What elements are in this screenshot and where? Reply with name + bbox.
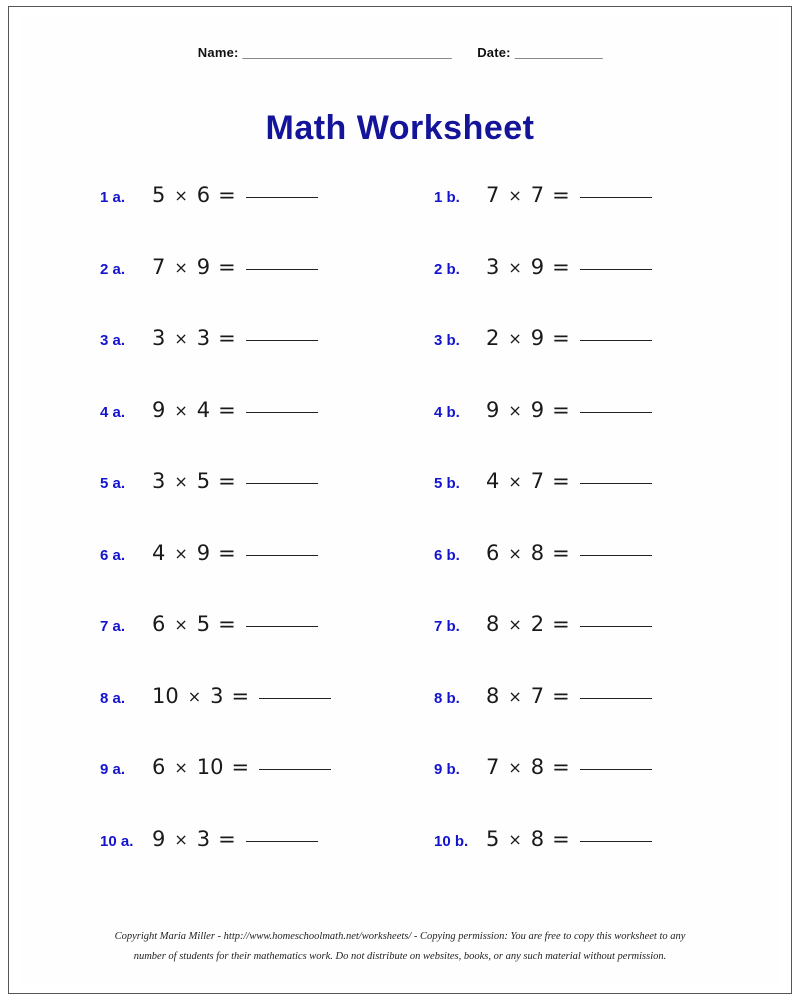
factor-left: 2 xyxy=(486,326,500,350)
factor-right: 7 xyxy=(530,683,545,708)
answer-blank[interactable] xyxy=(580,252,652,270)
problem-item xyxy=(100,326,318,350)
multiply-icon: × xyxy=(508,400,522,420)
multiply-icon: × xyxy=(508,686,522,706)
answer-blank[interactable] xyxy=(580,824,652,842)
copyright-line-2: number of students for their mathematics work. Do not distribute on websites, books, or any such material without permission. xyxy=(133,951,667,963)
problem-number: 7 b. xyxy=(434,618,460,635)
problem-number: 10 b. xyxy=(434,832,469,850)
multiply-icon: × xyxy=(508,829,522,849)
problem-number: 10 a. xyxy=(100,832,134,850)
factor-left: 9 xyxy=(152,397,166,422)
equals-sign: = xyxy=(218,826,236,851)
problem-item xyxy=(434,827,652,851)
factor-left: 6 xyxy=(486,540,500,565)
problem-expression xyxy=(486,398,570,422)
problem-item xyxy=(434,326,652,350)
problem-number: 8 b. xyxy=(434,689,460,707)
problem-row xyxy=(22,398,778,470)
equals-sign: = xyxy=(552,612,570,636)
factor-right: 9 xyxy=(530,326,545,350)
answer-blank[interactable] xyxy=(259,752,331,770)
factor-right: 8 xyxy=(530,540,545,565)
equals-sign: = xyxy=(552,397,570,422)
problem-expression xyxy=(486,183,570,207)
multiply-icon: × xyxy=(174,400,188,420)
problem-item xyxy=(100,183,318,207)
problem-item xyxy=(434,469,652,493)
multiply-icon: × xyxy=(174,543,188,563)
factor-right: 3 xyxy=(196,326,211,350)
equals-sign: = xyxy=(218,540,236,565)
problem-number: 5 b. xyxy=(434,475,460,492)
problem-grid xyxy=(22,183,778,883)
factor-right: 9 xyxy=(530,254,545,279)
problem-item xyxy=(434,612,652,636)
factor-left: 7 xyxy=(486,183,500,207)
problem-expression xyxy=(486,755,570,779)
equals-sign: = xyxy=(552,683,570,708)
answer-blank[interactable] xyxy=(580,681,652,699)
date-label: Date: xyxy=(477,45,511,60)
problem-expression xyxy=(486,684,570,708)
multiply-icon: × xyxy=(187,686,202,706)
multiply-icon: × xyxy=(508,329,522,348)
factor-right: 9 xyxy=(530,397,545,422)
factor-left: 9 xyxy=(152,826,166,851)
sheet-inner xyxy=(22,15,778,985)
answer-blank[interactable] xyxy=(580,466,652,484)
factor-left: 7 xyxy=(152,254,166,279)
problem-expression xyxy=(486,255,570,279)
factor-left: 8 xyxy=(486,683,500,708)
factor-left: 9 xyxy=(486,397,500,422)
problem-row xyxy=(22,827,778,899)
problem-item xyxy=(100,827,318,851)
factor-left: 3 xyxy=(486,254,500,279)
problem-expression xyxy=(152,183,236,207)
multiply-icon: × xyxy=(174,615,188,634)
problem-expression xyxy=(152,684,249,708)
factor-right: 7 xyxy=(530,469,545,493)
factor-right: 5 xyxy=(196,612,211,636)
equals-sign: = xyxy=(552,540,570,565)
factor-left: 3 xyxy=(152,469,166,493)
copyright-footer xyxy=(22,927,778,967)
factor-right: 5 xyxy=(196,469,211,493)
problem-number: 2 a. xyxy=(100,260,126,278)
problem-expression xyxy=(152,255,236,279)
problem-number: 9 a. xyxy=(100,761,126,778)
problem-expression xyxy=(152,541,236,565)
problem-row xyxy=(22,541,778,613)
problem-expression xyxy=(486,326,570,350)
problem-row xyxy=(22,612,778,684)
factor-left: 8 xyxy=(486,612,500,636)
problem-number: 4 b. xyxy=(434,403,460,421)
answer-blank[interactable] xyxy=(246,323,318,341)
answer-blank[interactable] xyxy=(580,180,652,198)
multiply-icon: × xyxy=(508,543,522,563)
problem-number: 5 a. xyxy=(100,475,126,492)
problem-expression xyxy=(152,398,236,422)
factor-right: 3 xyxy=(210,683,224,708)
equals-sign: = xyxy=(552,326,570,350)
answer-blank[interactable] xyxy=(259,681,331,699)
problem-expression xyxy=(486,469,570,493)
factor-right: 8 xyxy=(530,755,545,779)
problem-number: 4 a. xyxy=(100,403,126,421)
multiply-icon: × xyxy=(174,186,188,205)
factor-left: 6 xyxy=(152,755,166,779)
problem-row xyxy=(22,469,778,541)
problem-item xyxy=(100,398,318,422)
answer-blank[interactable] xyxy=(246,609,318,627)
factor-right: 9 xyxy=(196,540,211,565)
multiply-icon: × xyxy=(508,758,522,777)
equals-sign: = xyxy=(552,826,570,851)
problem-row xyxy=(22,684,778,756)
problem-number: 6 a. xyxy=(100,546,126,564)
problem-row xyxy=(22,755,778,827)
answer-blank[interactable] xyxy=(246,252,318,270)
factor-right: 10 xyxy=(196,755,224,779)
problem-item xyxy=(434,255,652,279)
multiply-icon: × xyxy=(508,615,522,634)
problem-item xyxy=(434,541,652,565)
problem-expression xyxy=(152,469,236,493)
factor-right: 2 xyxy=(530,612,545,636)
name-label: Name: xyxy=(197,45,239,60)
factor-right: 9 xyxy=(196,254,211,279)
answer-blank[interactable] xyxy=(246,395,318,413)
sheet-border xyxy=(8,6,792,994)
answer-blank[interactable] xyxy=(246,180,318,198)
factor-right: 3 xyxy=(196,826,211,851)
name-input-rule[interactable]: _______________________________ xyxy=(242,45,452,60)
problem-expression xyxy=(486,541,570,565)
problem-item xyxy=(100,469,318,493)
name-date-header xyxy=(22,45,778,60)
date-input-rule[interactable]: _____________ xyxy=(514,45,603,60)
factor-left: 5 xyxy=(486,826,500,851)
problem-number: 2 b. xyxy=(434,260,460,278)
answer-blank[interactable] xyxy=(580,609,652,627)
factor-left: 7 xyxy=(486,755,500,779)
problem-number: 6 b. xyxy=(434,546,460,564)
problem-item xyxy=(434,755,652,779)
problem-number: 3 a. xyxy=(100,332,126,349)
problem-item xyxy=(434,684,652,708)
factor-right: 7 xyxy=(530,183,545,207)
problem-number: 3 b. xyxy=(434,332,460,349)
problem-item xyxy=(100,755,331,779)
equals-sign: = xyxy=(231,683,250,708)
multiply-icon: × xyxy=(174,472,188,491)
problem-expression xyxy=(152,755,249,779)
factor-right: 4 xyxy=(196,397,211,422)
equals-sign: = xyxy=(218,612,236,636)
multiply-icon: × xyxy=(174,329,188,348)
factor-left: 4 xyxy=(152,540,166,565)
equals-sign: = xyxy=(552,254,570,279)
problem-item xyxy=(100,255,318,279)
problem-item xyxy=(434,398,652,422)
answer-blank[interactable] xyxy=(580,395,652,413)
problem-number: 1 a. xyxy=(100,189,126,206)
equals-sign: = xyxy=(552,183,570,207)
problem-row xyxy=(22,255,778,327)
multiply-icon: × xyxy=(174,758,188,777)
answer-blank[interactable] xyxy=(246,824,318,842)
answer-blank[interactable] xyxy=(580,752,652,770)
problem-row xyxy=(22,326,778,398)
equals-sign: = xyxy=(552,469,570,493)
factor-left: 5 xyxy=(152,183,166,207)
factor-right: 8 xyxy=(530,826,545,851)
problem-number: 1 b. xyxy=(434,189,460,206)
answer-blank[interactable] xyxy=(246,538,318,556)
problem-item xyxy=(100,684,331,708)
factor-left: 4 xyxy=(486,469,500,493)
multiply-icon: × xyxy=(174,257,188,277)
multiply-icon: × xyxy=(508,472,522,491)
problem-number: 8 a. xyxy=(100,689,126,707)
multiply-icon: × xyxy=(508,186,522,205)
problem-row xyxy=(22,183,778,255)
problem-expression xyxy=(152,612,236,636)
answer-blank[interactable] xyxy=(580,323,652,341)
factor-left: 6 xyxy=(152,612,166,636)
multiply-icon: × xyxy=(508,257,522,277)
multiply-icon: × xyxy=(174,829,188,849)
problem-item xyxy=(434,183,652,207)
equals-sign: = xyxy=(218,254,236,279)
answer-blank[interactable] xyxy=(580,538,652,556)
page-title: Math Worksheet xyxy=(265,109,535,147)
problem-expression xyxy=(152,827,236,851)
factor-left: 10 xyxy=(152,683,179,708)
equals-sign: = xyxy=(218,469,236,493)
copyright-line-1: Copyright Maria Miller - http://www.homeschoolmath.net/worksheets/ - Copying permission: You are free to copy this worksheet to any xyxy=(114,931,686,943)
factor-left: 3 xyxy=(152,326,166,350)
problem-number: 9 b. xyxy=(434,761,460,778)
equals-sign: = xyxy=(231,755,250,779)
factor-right: 6 xyxy=(196,183,211,207)
answer-blank[interactable] xyxy=(246,466,318,484)
equals-sign: = xyxy=(218,183,236,207)
equals-sign: = xyxy=(218,326,236,350)
equals-sign: = xyxy=(218,397,236,422)
problem-expression xyxy=(152,326,236,350)
equals-sign: = xyxy=(552,755,570,779)
problem-expression xyxy=(486,612,570,636)
problem-expression xyxy=(486,827,570,851)
problem-item xyxy=(100,612,318,636)
problem-number: 7 a. xyxy=(100,618,126,635)
problem-item xyxy=(100,541,318,565)
